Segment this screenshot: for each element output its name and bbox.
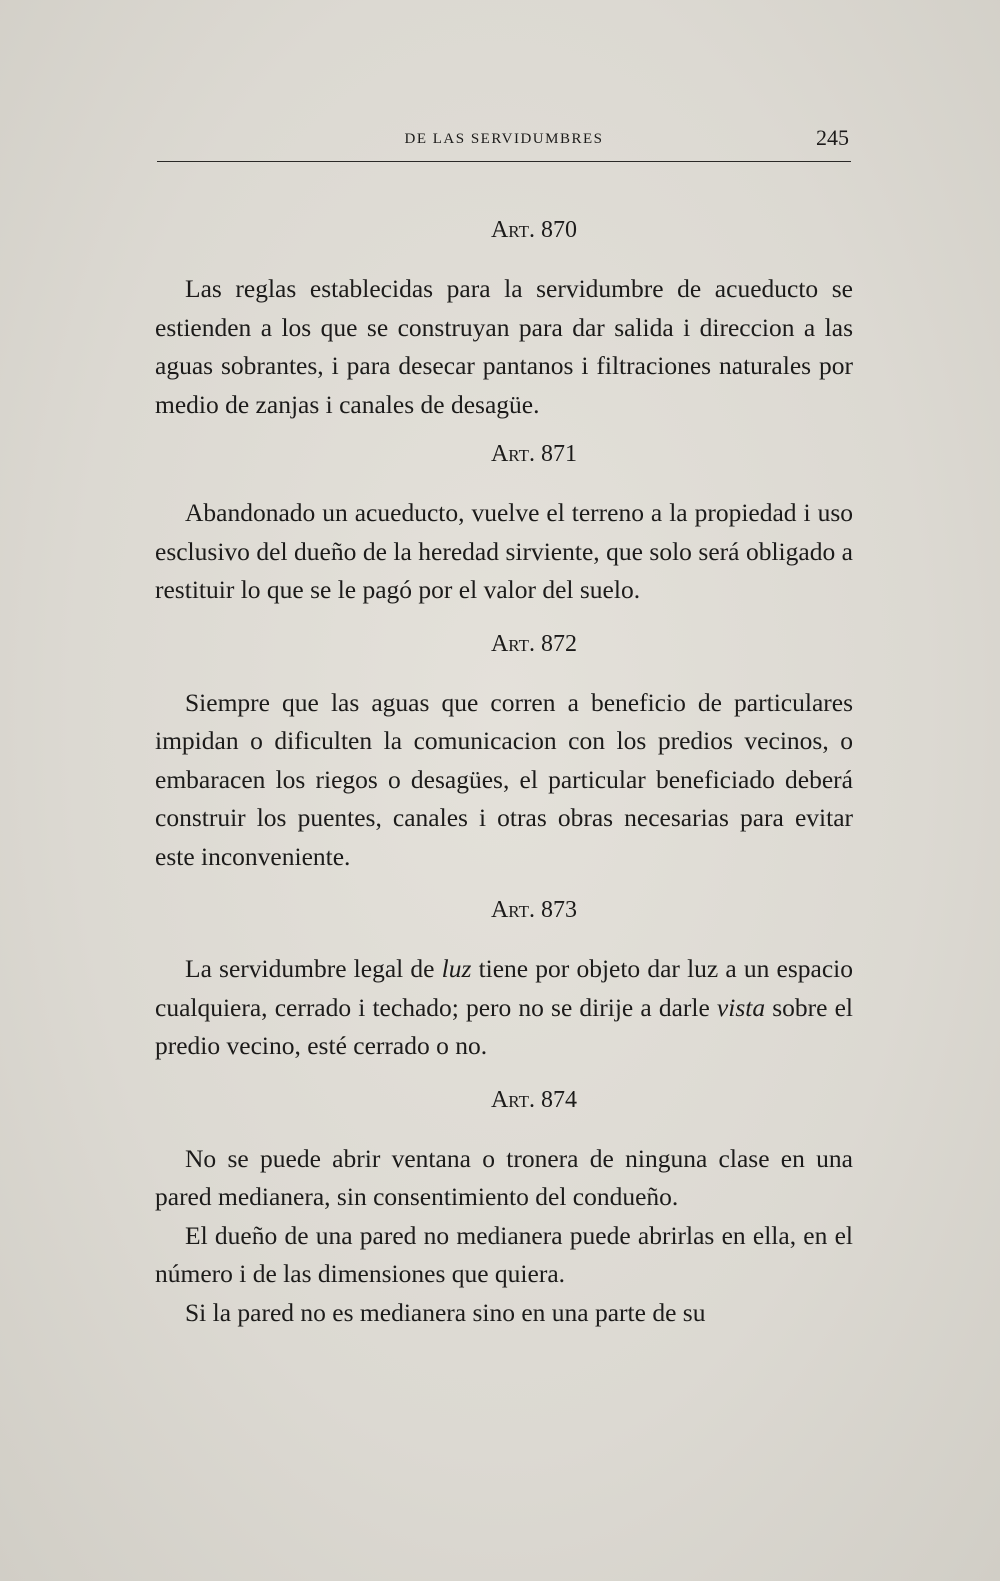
- article-871-paragraph: Abandonado un acueducto, vuelve el terreno a la propiedad i uso esclusivo del dueño de la heredad sirviente, que solo será obligado a restituir lo que se le pagó por el valor del suelo.: [155, 498, 853, 604]
- article-number: 872: [541, 630, 578, 657]
- text-segment: tiene por objeto dar luz a un espacio cualquiera, cerrado i techado; pero no se dirije a darle: [155, 954, 853, 1022]
- page-header: [157, 125, 851, 159]
- article-874-paragraph-3: Si la pared no es medianera sino en una parte de su: [185, 1297, 706, 1327]
- article-874-paragraph-1: No se puede abrir ventana o tronera de ninguna clase en una pared medianera, sin consentimiento del condueño.: [155, 1143, 853, 1211]
- italic-term-luz: luz: [441, 954, 472, 983]
- article-870-paragraph: Las reglas establecidas para la servidumbre de acueducto se estienden a los que se construyan para dar salida i direccion a las aguas sobrantes, i para desecar pantanos i filtraciones naturales por medio de zanjas i canales de desagüe.: [155, 274, 853, 419]
- article-number: 874: [541, 1086, 578, 1113]
- text-segment: La servidumbre legal de: [185, 954, 442, 983]
- article-label: Art.: [490, 441, 536, 467]
- article-873-paragraph: [155, 950, 853, 1066]
- article-label: Art.: [490, 217, 536, 243]
- article-label: Art.: [490, 1086, 536, 1113]
- article-874-paragraph-2: El dueño de una pared no medianera puede abrirlas en ella, en el número i de las dimensiones que quiera.: [155, 1220, 853, 1288]
- article-number: 871: [541, 441, 578, 467]
- article-heading-870: [155, 208, 853, 252]
- article-number: 873: [541, 897, 578, 923]
- article-heading-873: [155, 888, 853, 932]
- text-segment: sobre el predio vecino, esté cerrado o no.: [155, 992, 853, 1060]
- header-rule: [157, 161, 851, 162]
- page-body: [155, 208, 853, 1332]
- article-number: 870: [541, 217, 578, 243]
- page-number: 245: [816, 125, 849, 150]
- running-head: DE LAS SERVIDUMBRES: [404, 131, 604, 147]
- article-872-paragraph: Siempre que las aguas que corren a beneficio de particulares impidan o dificulten la comunicacion con los predios vecinos, o embaracen los riegos o desagües, el particular beneficiado deberá construir los puentes, canales i otras obras necesarias para evitar este inconveniente.: [155, 687, 853, 871]
- article-label: Art.: [490, 630, 536, 657]
- article-label: Art.: [490, 897, 536, 923]
- article-heading-874: [155, 1078, 853, 1122]
- italic-term-vista: vista: [716, 992, 766, 1022]
- article-heading-871: [155, 432, 853, 476]
- article-heading-872: [155, 622, 853, 666]
